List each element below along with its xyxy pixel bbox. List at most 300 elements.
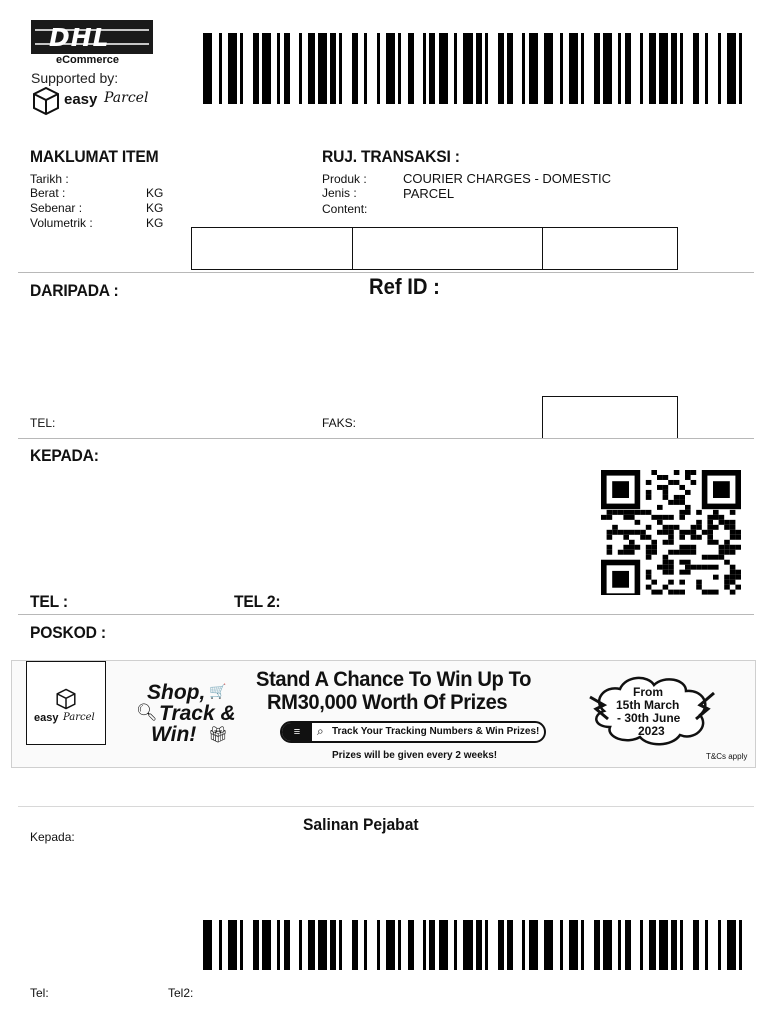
qr-module xyxy=(685,565,691,570)
qr-module xyxy=(635,530,641,535)
qr-module xyxy=(607,545,613,550)
qr-module xyxy=(657,530,663,535)
barcode-bar xyxy=(277,33,280,104)
barcode-bar xyxy=(522,920,525,970)
qr-module xyxy=(663,570,669,575)
qr-module xyxy=(679,570,685,575)
qr-module xyxy=(629,515,635,520)
box-icon xyxy=(31,86,61,116)
barcode-bar xyxy=(454,33,457,104)
qr-module xyxy=(685,470,691,475)
qr-module xyxy=(713,481,730,498)
qr-module xyxy=(663,495,669,500)
barcode-bar xyxy=(377,920,380,970)
qr-module xyxy=(629,510,635,515)
qr-module xyxy=(730,580,736,585)
barcode-bar xyxy=(680,920,683,970)
promo-date-4: 2023 xyxy=(638,724,665,738)
qr-module xyxy=(719,520,725,525)
barcode-bar xyxy=(649,920,655,970)
office-copy-title: Salinan Pejabat xyxy=(303,815,419,834)
dhl-sub-text: eCommerce xyxy=(56,54,119,66)
barcode-bar xyxy=(581,33,584,104)
magnifier-icon: 🔍︎ xyxy=(136,703,158,722)
qr-module xyxy=(730,525,736,530)
barcode-bar xyxy=(284,920,290,970)
qr-module xyxy=(679,590,685,595)
qr-module xyxy=(719,550,725,555)
qr-module xyxy=(663,565,669,570)
qr-module xyxy=(707,520,713,525)
qr-module xyxy=(623,545,629,550)
qr-module xyxy=(724,540,730,545)
qr-module xyxy=(735,570,741,575)
qr-module xyxy=(730,575,736,580)
barcode-bar xyxy=(618,920,621,970)
qr-module xyxy=(646,570,652,575)
barcode-bar xyxy=(659,920,668,970)
banner-search-text: Track Your Tracking Numbers & Win Prizes! xyxy=(332,726,540,737)
qr-module xyxy=(657,565,663,570)
qr-module xyxy=(612,525,618,530)
barcode-bar xyxy=(498,33,504,104)
barcode-bar xyxy=(284,33,290,104)
barcode-bar xyxy=(203,920,212,970)
barcode-bar xyxy=(262,33,271,104)
qr-module xyxy=(635,520,641,525)
barcode-bar xyxy=(253,33,259,104)
qr-module xyxy=(607,515,613,520)
qr-module xyxy=(646,490,652,495)
barcode-bar xyxy=(398,920,401,970)
qr-module xyxy=(607,550,613,555)
barcode-bar xyxy=(240,920,243,970)
barcode-bar xyxy=(308,33,314,104)
qr-module xyxy=(679,500,685,505)
qr-module xyxy=(696,520,702,525)
qr-module xyxy=(646,575,652,580)
barcode-bar xyxy=(299,33,302,104)
barcode-bar xyxy=(640,920,643,970)
type-label: Jenis : xyxy=(322,186,357,200)
barcode-bar xyxy=(739,920,742,970)
menu-icon: ≡ xyxy=(282,723,312,741)
supported-by-label: Supported by: xyxy=(31,70,119,86)
barcode-bar xyxy=(454,920,457,970)
barcode-bar xyxy=(262,920,271,970)
qr-module xyxy=(730,570,736,575)
barcode-bar xyxy=(705,33,708,104)
qr-module xyxy=(635,545,641,550)
qr-module xyxy=(629,545,635,550)
volumetric-weight-label: Volumetrik : xyxy=(30,216,93,230)
banner-search-bar[interactable] xyxy=(280,721,546,743)
barcode-bar xyxy=(671,920,677,970)
barcode-bar xyxy=(544,33,553,104)
barcode-bar xyxy=(318,920,327,970)
qr-module xyxy=(674,480,680,485)
sender-title: DARIPADA : xyxy=(30,281,119,300)
qr-module xyxy=(691,530,697,535)
barcode-bar xyxy=(718,920,721,970)
barcode-bar xyxy=(569,920,578,970)
qr-module xyxy=(635,510,641,515)
qr-module xyxy=(685,505,691,510)
barcode-bar xyxy=(240,33,243,104)
qr-module xyxy=(651,540,657,545)
qr-module xyxy=(623,510,629,515)
content-label: Content: xyxy=(322,202,368,216)
qr-module xyxy=(618,550,624,555)
qr-module xyxy=(651,590,657,595)
barcode-bar xyxy=(386,920,395,970)
qr-module xyxy=(685,530,691,535)
dhl-logo xyxy=(31,20,153,54)
barcode-bar xyxy=(476,33,482,104)
qr-module xyxy=(724,585,730,590)
barcode-bar xyxy=(718,33,721,104)
qr-module xyxy=(640,535,646,540)
item-info-title: MAKLUMAT ITEM xyxy=(30,147,159,166)
banner-headline-2: RM30,000 Worth Of Prizes xyxy=(267,691,508,714)
qr-module xyxy=(691,470,697,475)
office-copy-to-label: Kepada: xyxy=(30,830,75,844)
qr-module xyxy=(607,530,613,535)
qr-module xyxy=(679,485,685,490)
date-label: Tarikh : xyxy=(30,172,69,186)
qr-module xyxy=(674,590,680,595)
qr-module xyxy=(707,590,713,595)
qr-module xyxy=(724,550,730,555)
product-label: Produk : xyxy=(322,172,367,186)
shipment-barcode xyxy=(203,33,743,104)
barcode-bar xyxy=(507,920,513,970)
qr-module xyxy=(707,540,713,545)
barcode-bar xyxy=(649,33,655,104)
barcode-bar xyxy=(603,920,612,970)
qr-module xyxy=(646,525,652,530)
banner-note: Prizes will be given every 2 weeks! xyxy=(332,750,498,761)
qr-module xyxy=(668,540,674,545)
weight-label: Berat : xyxy=(30,186,66,200)
qr-module xyxy=(663,485,669,490)
barcode-bar xyxy=(219,33,222,104)
qr-module xyxy=(657,475,663,480)
qr-module xyxy=(696,510,702,515)
qr-module xyxy=(730,530,736,535)
qr-module xyxy=(685,490,691,495)
qr-module xyxy=(674,550,680,555)
barcode-bar xyxy=(330,33,336,104)
qr-module xyxy=(679,580,685,585)
barcode-bar xyxy=(569,33,578,104)
qr-module xyxy=(685,560,691,565)
qr-module xyxy=(724,575,730,580)
volumetric-weight-unit: KG xyxy=(146,216,164,230)
qr-module xyxy=(657,590,663,595)
qr-module xyxy=(679,495,685,500)
info-box-3 xyxy=(542,227,678,270)
qr-module xyxy=(651,470,657,475)
qr-module xyxy=(730,590,736,595)
qr-module xyxy=(679,530,685,535)
qr-module xyxy=(696,525,702,530)
qr-module xyxy=(646,555,652,560)
barcode-bar xyxy=(398,33,401,104)
office-copy-tel2-label: Tel2: xyxy=(168,986,194,1000)
banner-logo-easy: easy xyxy=(34,712,59,724)
barcode-bar xyxy=(423,33,426,104)
banner-logo-parcel: Parcel xyxy=(63,712,95,723)
qr-module xyxy=(713,575,719,580)
barcode-bar xyxy=(439,920,448,970)
barcode-bar xyxy=(485,920,488,970)
qr-module xyxy=(623,515,629,520)
barcode-bar xyxy=(640,33,643,104)
qr-module xyxy=(674,500,680,505)
qr-module xyxy=(623,530,629,535)
barcode-bar xyxy=(352,920,358,970)
qr-module xyxy=(663,560,669,565)
qr-module xyxy=(623,550,629,555)
qr-module xyxy=(702,555,708,560)
divider xyxy=(18,806,754,807)
qr-module xyxy=(674,470,680,475)
easyparcel-logo xyxy=(31,86,166,116)
actual-weight-unit: KG xyxy=(146,201,164,215)
dhl-logo-text: DHL xyxy=(49,23,110,52)
qr-module xyxy=(663,515,669,520)
qr-module xyxy=(612,481,629,498)
qr-module xyxy=(719,555,725,560)
barcode-bar xyxy=(330,920,336,970)
qr-module xyxy=(713,510,719,515)
info-box-2 xyxy=(352,227,543,270)
banner-headline-1: Stand A Chance To Win Up To xyxy=(256,668,532,691)
qr-module xyxy=(707,530,713,535)
barcode-bar xyxy=(618,33,621,104)
barcode-bar xyxy=(625,33,631,104)
barcode-bar xyxy=(308,920,314,970)
qr-module xyxy=(685,570,691,575)
weight-unit: KG xyxy=(146,186,164,200)
qr-module xyxy=(679,550,685,555)
sender-box xyxy=(542,396,678,439)
search-icon: ⌕ xyxy=(317,724,324,738)
recipient-tel-label: TEL : xyxy=(30,592,68,611)
qr-module xyxy=(629,530,635,535)
qr-module xyxy=(618,510,624,515)
qr-module xyxy=(668,500,674,505)
qr-module xyxy=(646,535,652,540)
recipient-tel2-label: TEL 2: xyxy=(234,592,281,611)
transaction-title: RUJ. TRANSAKSI : xyxy=(322,147,460,166)
qr-module xyxy=(657,505,663,510)
barcode-bar xyxy=(439,33,448,104)
qr-module xyxy=(707,565,713,570)
qr-module xyxy=(696,580,702,585)
barcode-bar xyxy=(603,33,612,104)
barcode-bar xyxy=(581,920,584,970)
qr-module xyxy=(719,545,725,550)
qr-module xyxy=(663,540,669,545)
barcode-bar xyxy=(594,33,600,104)
qr-module xyxy=(679,515,685,520)
qr-module xyxy=(607,535,613,540)
qr-module xyxy=(691,565,697,570)
qr-module xyxy=(724,525,730,530)
barcode-bar xyxy=(228,33,237,104)
qr-module xyxy=(646,510,652,515)
barcode-bar xyxy=(318,33,327,104)
qr-module xyxy=(640,510,646,515)
barcode-bar xyxy=(429,920,435,970)
postcode-label: POSKOD : xyxy=(30,623,106,642)
barcode-bar xyxy=(529,33,538,104)
barcode-bar xyxy=(522,33,525,104)
qr-module xyxy=(724,580,730,585)
qr-module xyxy=(713,515,719,520)
sender-tel-label: TEL: xyxy=(30,416,56,430)
box-icon xyxy=(55,688,77,710)
qr-module xyxy=(707,535,713,540)
barcode-bar xyxy=(463,920,472,970)
barcode-bar xyxy=(377,33,380,104)
qr-module xyxy=(668,565,674,570)
qr-module xyxy=(668,580,674,585)
qr-module xyxy=(691,480,697,485)
qr-module xyxy=(679,545,685,550)
banner-logo-box xyxy=(26,661,106,745)
barcode-bar xyxy=(529,920,538,970)
info-box-1 xyxy=(191,227,353,270)
qr-module xyxy=(646,545,652,550)
qr-module xyxy=(663,530,669,535)
qr-module xyxy=(713,525,719,530)
qr-module xyxy=(657,520,663,525)
barcode-bar xyxy=(485,33,488,104)
qr-module xyxy=(668,560,674,565)
qr-module xyxy=(618,530,624,535)
cart-icon: 🛒 xyxy=(209,683,227,699)
qr-module xyxy=(713,540,719,545)
qr-module xyxy=(735,535,741,540)
recipient-title: KEPADA: xyxy=(30,446,99,465)
qr-module xyxy=(679,510,685,515)
barcode-bar xyxy=(277,920,280,970)
terms-label[interactable]: T&Cs apply xyxy=(706,752,748,761)
qr-module xyxy=(663,490,669,495)
qr-module xyxy=(730,545,736,550)
qr-module xyxy=(685,545,691,550)
qr-module xyxy=(707,555,713,560)
barcode-bar xyxy=(408,920,414,970)
qr-module xyxy=(629,540,635,545)
qr-module xyxy=(663,585,669,590)
barcode-bar xyxy=(498,920,504,970)
barcode-bar xyxy=(299,920,302,970)
barcode-bar xyxy=(364,33,367,104)
qr-module xyxy=(724,520,730,525)
qr-module xyxy=(612,510,618,515)
divider xyxy=(18,614,754,615)
qr-module xyxy=(685,510,691,515)
qr-module xyxy=(668,480,674,485)
qr-module xyxy=(651,515,657,520)
qr-module xyxy=(640,530,646,535)
qr-module xyxy=(713,555,719,560)
product-value: COURIER CHARGES - DOMESTIC xyxy=(403,171,612,186)
sender-fax-label: FAKS: xyxy=(322,416,357,430)
qr-module xyxy=(707,525,713,530)
qr-module xyxy=(668,550,674,555)
qr-module xyxy=(623,535,629,540)
divider xyxy=(18,438,754,439)
qr-module xyxy=(646,495,652,500)
qr-module xyxy=(735,545,741,550)
qr-module xyxy=(696,585,702,590)
qr-module xyxy=(668,530,674,535)
qr-module xyxy=(646,585,652,590)
qr-module xyxy=(691,525,697,530)
qr-module xyxy=(685,550,691,555)
barcode-bar xyxy=(625,920,631,970)
qr-module xyxy=(674,495,680,500)
gift-icon: 🎁︎ xyxy=(208,727,229,744)
qr-module xyxy=(691,550,697,555)
qr-module xyxy=(730,565,736,570)
divider xyxy=(18,272,754,273)
qr-module xyxy=(713,565,719,570)
barcode-bar xyxy=(594,920,600,970)
shop-line-2: Track & xyxy=(159,702,236,725)
qr-module xyxy=(691,535,697,540)
barcode-bar xyxy=(680,33,683,104)
barcode-bar xyxy=(203,33,212,104)
qr-module xyxy=(696,565,702,570)
qr-module xyxy=(691,545,697,550)
qr-module xyxy=(668,525,674,530)
qr-module xyxy=(696,535,702,540)
qr-module xyxy=(730,550,736,555)
qr-module xyxy=(663,475,669,480)
barcode-bar xyxy=(463,33,472,104)
ref-id-label: Ref ID : xyxy=(369,274,440,299)
qr-module xyxy=(612,571,629,588)
barcode-bar xyxy=(727,33,736,104)
qr-module xyxy=(612,530,618,535)
qr-module xyxy=(702,590,708,595)
promo-date-2: 15th March xyxy=(616,698,680,712)
qr-module xyxy=(663,525,669,530)
qr-module xyxy=(668,535,674,540)
qr-module xyxy=(730,535,736,540)
qr-module xyxy=(685,475,691,480)
barcode-bar xyxy=(386,33,395,104)
barcode-bar xyxy=(228,920,237,970)
barcode-bar xyxy=(693,33,699,104)
barcode-bar xyxy=(560,33,563,104)
qr-module xyxy=(601,515,607,520)
barcode-bar xyxy=(408,33,414,104)
qr-module xyxy=(668,570,674,575)
promo-banner[interactable] xyxy=(11,660,756,768)
qr-module xyxy=(679,560,685,565)
shop-line-1: Shop, xyxy=(147,681,206,704)
barcode-bar xyxy=(253,920,259,970)
barcode-bar xyxy=(364,920,367,970)
barcode-bar xyxy=(705,920,708,970)
